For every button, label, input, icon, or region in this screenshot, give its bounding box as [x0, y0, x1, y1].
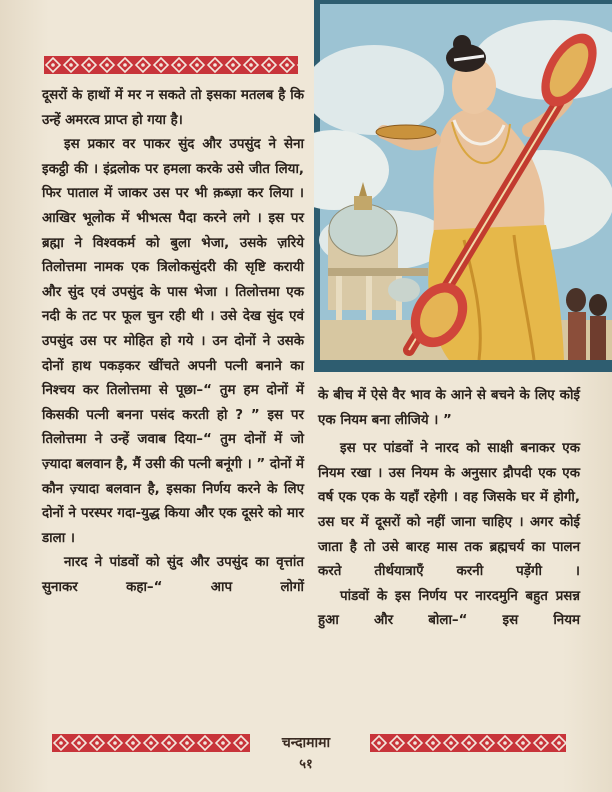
magazine-title: चन्दामामा [281, 735, 331, 751]
page-number: ५१ [299, 757, 313, 772]
right-text-column [318, 384, 580, 634]
ornament-border-left-svg [52, 734, 250, 752]
narada-with-veena-image [314, 0, 612, 372]
narada-illustration [314, 0, 612, 372]
bottom-right-decorative-border [370, 734, 566, 752]
paragraph-4: के बीच में ऐसे वैर भाव के आने से बचने के लिए कोई एक नियम बना लीजिये । ” [318, 388, 580, 428]
paragraph-6: पांडवों के इस निर्णय पर नारदमुनि बहुत प्रसन्न हुआ और बोला–“ इस नियम [318, 588, 580, 629]
ornament-border-right-svg [370, 734, 566, 752]
left-text-column [42, 84, 304, 600]
paragraph-5: इस पर पांडवों ने नारद को साक्षी बनाकर एक नियम रखा । उस नियम के अनुसार द्रौपदी एक एक वर्ष एक एक के यहाँ रहेगी । वह जिसके घर में होगी, उस घर में दूसरों को नहीं जाना चाहिए । अगर कोई जाता है तो उसे बारह मास तक ब्रह्मचर्य का पालन करते तीर्थयात्राएँ करनी पड़ेंगी । [318, 441, 580, 580]
paragraph-2: इस प्रकार वर पाकर सुंद और उपसुंद ने सेना इकट्ठी की । इंद्रलोक पर हमला करके उसे जीत लिया, फिर पाताल में जाकर उस पर भी क़ब्ज़ा कर लिया । आखिर भूलोक में भीभत्स पैदा करने लगे । इस पर ब्रह्मा ने विश्वकर्म को बुला भेजा, उसके ज़रिये तिलोत्तमा नामक एक त्रिलोकसुंदरी की सृष्टि करायी और सुंद एवं उपसुंद के पास भेजा । तिलोत्तमा एक नदी के तट पर फूल चुन रही थी । उसे देख सुंद एवं उपसुंद उस पर मोहित हो गये । उन दोनों ने उसके दोनों हाथ पकड़कर खींचते अपनी पत्नी बनाने का निश्चय कर तिलोत्तमा से पूछा–“ तुम हम दोनों में किसकी पत्नी बनना पसंद करती हो ? ” इस पर तिलोत्तमा ने उन्हें जवाब दिया–“ तुम दोनों में जो ज़्यादा बलवान है, मैं उसी की पत्नी बनूंगी । ” दोनों में कौन ज़्यादा बलवान है, इसका निर्णय करने के लिए दोनों ने परस्पर गदा-युद्ध किया और एक दूसरे को मार डाला । [42, 137, 304, 546]
ornament-border-svg [44, 56, 298, 74]
bottom-left-decorative-border [52, 734, 250, 752]
paragraph-1: दूसरों के हाथों में मर न सकते तो इसका मतलब है कि उन्हें अमरत्व प्राप्त हो गया है। [42, 88, 304, 128]
top-decorative-border [44, 56, 298, 74]
paragraph-3: नारद ने पांडवों को सुंद और उपसुंद का वृत्तांत सुनाकर कहा–“ आप लोगों [42, 555, 304, 595]
